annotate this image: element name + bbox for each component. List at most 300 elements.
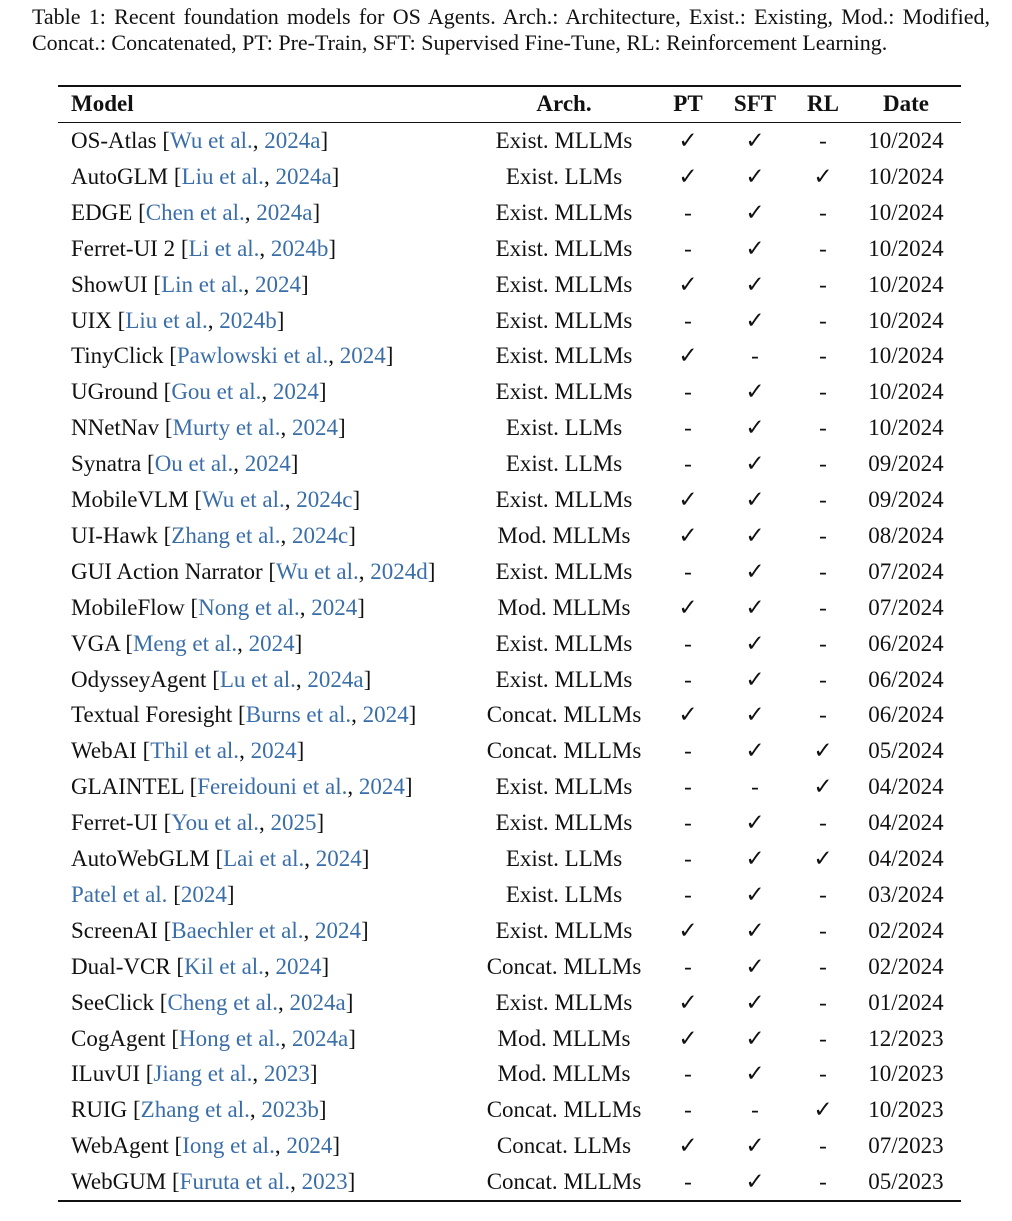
- table-row: [58, 123, 961, 159]
- rl-cell: -: [819, 128, 827, 153]
- arch-cell: Exist. MLLMs: [495, 199, 633, 225]
- model-name: UGround: [71, 379, 158, 405]
- model-name: ScreenAI: [71, 917, 158, 943]
- rl-cell: -: [819, 271, 827, 297]
- date-cell: 10/2024: [868, 343, 944, 369]
- arch-cell: Mod. MLLMs: [497, 522, 631, 548]
- citation-authors-link[interactable]: Lai et al.: [223, 846, 305, 871]
- model-name: SeeClick: [71, 989, 155, 1015]
- arch-cell: Exist. LLMs: [505, 881, 623, 907]
- pt-cell: -: [684, 630, 692, 656]
- citation-authors-link[interactable]: Burns et al.: [245, 702, 352, 728]
- sft-cell: ✓: [745, 1133, 765, 1159]
- date-cell: 06/2024: [868, 666, 944, 692]
- table-row: [58, 1056, 961, 1092]
- model-name: ShowUI: [71, 271, 148, 297]
- table-header-row: [58, 86, 961, 122]
- header-pt: PT: [673, 91, 703, 116]
- arch-cell: Exist. MLLMs: [495, 630, 633, 656]
- arch-cell: Exist. MLLMs: [495, 917, 633, 943]
- header-model: Model: [71, 91, 134, 116]
- citation-authors-link[interactable]: Liu et al.: [125, 307, 208, 333]
- arch-cell: Exist. MLLMs: [495, 774, 633, 800]
- rl-cell: -: [819, 235, 827, 261]
- table-row: [58, 805, 961, 841]
- citation-authors-link[interactable]: Lin et al.: [161, 271, 244, 297]
- sft-cell: ✓: [745, 558, 765, 584]
- pt-cell: ✓: [678, 989, 698, 1015]
- pt-cell: ✓: [678, 1025, 698, 1051]
- date-cell: 05/2023: [868, 1169, 944, 1195]
- model-cell: UI-Hawk [Zhang et al., 2024c]: [71, 522, 356, 548]
- citation-authors-link[interactable]: Jiang et al.: [153, 1061, 253, 1087]
- table-row: [58, 662, 961, 698]
- citation-year-link[interactable]: 2024: [248, 630, 295, 656]
- table-row: [58, 877, 961, 913]
- citation-authors-link[interactable]: Kil et al.: [184, 953, 264, 979]
- model-cell: EDGE [Chen et al., 2024a]: [71, 199, 321, 225]
- citation-authors-link[interactable]: You et al.: [171, 810, 260, 836]
- citation-year-link[interactable]: 2024: [339, 343, 386, 369]
- model-name: AutoWebGLM: [71, 846, 210, 871]
- rl-cell: -: [819, 702, 827, 728]
- arch-cell: Exist. MLLMs: [495, 343, 633, 369]
- table-row: [58, 231, 961, 267]
- rl-cell: -: [819, 881, 827, 907]
- citation-year-link[interactable]: 2024b: [219, 307, 277, 333]
- citation-authors-link[interactable]: Gou et al.: [171, 379, 262, 405]
- date-cell: 10/2024: [868, 199, 944, 225]
- pt-cell: -: [684, 1061, 692, 1087]
- citation-authors-link[interactable]: Thil et al.: [150, 738, 240, 764]
- date-cell: 02/2024: [868, 917, 944, 943]
- date-cell: 10/2024: [868, 128, 944, 153]
- pt-cell: ✓: [678, 487, 698, 512]
- sft-cell: ✓: [745, 1169, 765, 1195]
- citation-year-link[interactable]: 2024c: [292, 522, 349, 548]
- citation-authors-link[interactable]: Lu et al.: [219, 666, 296, 692]
- table-row: [58, 338, 961, 374]
- pt-cell: -: [684, 451, 692, 477]
- pt-cell: ✓: [678, 343, 698, 369]
- table-row: [58, 159, 961, 195]
- table-row: [58, 1092, 961, 1128]
- date-cell: 10/2024: [868, 163, 944, 189]
- rl-cell: -: [819, 810, 827, 836]
- rl-cell: -: [819, 594, 827, 620]
- pt-cell: -: [684, 774, 692, 800]
- date-cell: 10/2023: [868, 1061, 944, 1087]
- sft-cell: ✓: [745, 846, 765, 871]
- model-name: MobileFlow: [71, 594, 185, 620]
- sft-cell: ✓: [745, 163, 765, 189]
- header-rl: RL: [807, 91, 839, 116]
- model-cell: WebAgent [Iong et al., 2024]: [71, 1133, 340, 1159]
- date-cell: 10/2024: [868, 307, 944, 333]
- arch-cell: Exist. MLLMs: [495, 235, 633, 261]
- rl-cell: -: [819, 630, 827, 656]
- rl-cell: -: [819, 199, 827, 225]
- citation-year-link[interactable]: 2024: [272, 379, 319, 405]
- pt-cell: ✓: [678, 1133, 698, 1159]
- table-row: [58, 841, 961, 877]
- sft-cell: ✓: [745, 594, 765, 620]
- citation-year-link[interactable]: 2024: [292, 415, 339, 441]
- sft-cell: -: [751, 1097, 759, 1123]
- date-cell: 10/2024: [868, 271, 944, 297]
- citation-year-link[interactable]: 2024a: [292, 1025, 349, 1051]
- pt-cell: -: [684, 558, 692, 584]
- model-name: Synatra: [71, 451, 142, 477]
- table-row: [58, 913, 961, 949]
- citation-authors-link[interactable]: Zhang et al.: [171, 522, 281, 548]
- model-name: Dual-VCR: [71, 953, 171, 979]
- sft-cell: ✓: [745, 451, 765, 477]
- model-name: GUI Action Narrator: [71, 558, 263, 584]
- citation-authors-link[interactable]: Cheng et al.: [167, 989, 278, 1015]
- sft-cell: -: [751, 774, 759, 800]
- model-name: UI-Hawk: [71, 522, 158, 548]
- arch-cell: Concat. MLLMs: [486, 702, 642, 728]
- arch-cell: Concat. MLLMs: [486, 738, 642, 764]
- citation-year-link[interactable]: 2023: [301, 1169, 348, 1195]
- model-name: EDGE: [71, 199, 133, 225]
- rl-cell: -: [819, 307, 827, 333]
- pt-cell: -: [684, 1169, 692, 1195]
- sft-cell: ✓: [745, 379, 765, 405]
- date-cell: 01/2024: [868, 989, 944, 1015]
- model-cell: RUIG [Zhang et al., 2023b]: [71, 1097, 327, 1123]
- pt-cell: ✓: [678, 163, 698, 189]
- model-name: VGA: [71, 630, 120, 656]
- model-cell: ScreenAI [Baechler et al., 2024]: [71, 917, 369, 943]
- date-cell: 02/2024: [868, 953, 944, 979]
- citation-authors-link[interactable]: Meng et al.: [132, 630, 238, 656]
- header-date: Date: [883, 91, 929, 116]
- date-cell: 06/2024: [868, 630, 944, 656]
- table-row: [58, 985, 961, 1021]
- pt-cell: -: [684, 846, 692, 871]
- model-name: WebAgent: [71, 1133, 169, 1159]
- date-cell: 10/2024: [868, 415, 944, 441]
- citation-authors-link[interactable]: Liu et al.: [181, 163, 264, 189]
- arch-cell: Exist. MLLMs: [495, 558, 633, 584]
- table-row: [58, 482, 961, 518]
- table-row: [58, 733, 961, 769]
- citation-authors-link[interactable]: Furuta et al.: [179, 1169, 291, 1195]
- model-cell: UIX [Liu et al., 2024b]: [71, 307, 285, 333]
- citation-year-link[interactable]: 2024: [180, 881, 227, 907]
- table-row: [58, 1021, 961, 1057]
- date-cell: 04/2024: [868, 846, 944, 871]
- citation-authors-link[interactable]: Chen et al.: [145, 199, 245, 225]
- citation-year-link[interactable]: 2025: [270, 810, 317, 836]
- date-cell: 04/2024: [868, 774, 944, 800]
- arch-cell: Exist. MLLMs: [495, 487, 633, 512]
- model-name: TinyClick: [71, 343, 164, 369]
- date-cell: 07/2023: [868, 1133, 944, 1159]
- pt-cell: -: [684, 738, 692, 764]
- rl-cell: ✓: [813, 163, 833, 189]
- rl-cell: -: [819, 415, 827, 441]
- citation-authors-link[interactable]: Baechler et al.: [171, 917, 304, 943]
- arch-cell: Mod. MLLMs: [497, 594, 631, 620]
- model-name: Ferret-UI: [71, 810, 158, 836]
- rl-cell: ✓: [813, 774, 833, 800]
- citation-year-link[interactable]: 2024d: [370, 558, 428, 584]
- model-name: Ferret-UI 2: [71, 235, 176, 261]
- sft-cell: ✓: [745, 702, 765, 728]
- sft-cell: ✓: [745, 1025, 765, 1051]
- sft-cell: ✓: [745, 666, 765, 692]
- model-cell: ILuvUI [Jiang et al., 2023]: [71, 1061, 318, 1087]
- sft-cell: ✓: [745, 128, 765, 153]
- arch-cell: Exist. LLMs: [505, 451, 623, 477]
- sft-cell: ✓: [745, 415, 765, 441]
- citation-year-link[interactable]: 2024: [286, 1133, 333, 1159]
- pt-cell: ✓: [678, 702, 698, 728]
- citation-year-link[interactable]: 2024a: [256, 199, 313, 225]
- citation-year-link[interactable]: 2024: [315, 846, 362, 871]
- date-cell: 12/2023: [868, 1025, 944, 1051]
- table-row: [58, 410, 961, 446]
- citation-year-link[interactable]: 2024: [275, 953, 322, 979]
- table-row: [58, 303, 961, 339]
- pt-cell: ✓: [678, 271, 698, 297]
- sft-cell: ✓: [745, 630, 765, 656]
- rl-cell: -: [819, 1169, 827, 1195]
- pt-cell: -: [684, 379, 692, 405]
- citation-authors-link[interactable]: Hong et al.: [178, 1025, 281, 1051]
- rl-cell: -: [819, 1061, 827, 1087]
- citation-authors-link[interactable]: Iong et al.: [182, 1133, 275, 1159]
- table-row: [58, 518, 961, 554]
- table-bottom-rule: [58, 1200, 961, 1202]
- rl-cell: -: [819, 989, 827, 1015]
- sft-cell: ✓: [745, 235, 765, 261]
- arch-cell: Concat. MLLMs: [486, 953, 642, 979]
- citation-year-link[interactable]: 2024: [311, 594, 358, 620]
- table-row: [58, 1128, 961, 1164]
- citation-year-link[interactable]: 2024: [254, 271, 301, 297]
- table-row: [58, 267, 961, 303]
- rl-cell: -: [819, 953, 827, 979]
- date-cell: 10/2024: [868, 235, 944, 261]
- pt-cell: -: [684, 810, 692, 836]
- pt-cell: -: [684, 307, 692, 333]
- rl-cell: ✓: [813, 1097, 833, 1123]
- pt-cell: -: [684, 881, 692, 907]
- date-cell: 09/2024: [868, 451, 944, 477]
- citation-authors-link[interactable]: Patel et al.: [71, 881, 168, 907]
- citation-year-link[interactable]: 2024: [358, 774, 405, 800]
- arch-cell: Exist. MLLMs: [495, 307, 633, 333]
- table-row: [58, 374, 961, 410]
- sft-cell: -: [751, 343, 759, 369]
- rl-cell: ✓: [813, 846, 833, 871]
- model-cell: GUI Action Narrator [Wu et al., 2024d]: [71, 558, 436, 584]
- citation-year-link[interactable]: 2024a: [289, 989, 346, 1015]
- sft-cell: ✓: [745, 738, 765, 764]
- citation-year-link[interactable]: 2024a: [275, 163, 332, 189]
- pt-cell: -: [684, 1097, 692, 1123]
- table-row: [58, 626, 961, 662]
- sft-cell: ✓: [745, 881, 765, 907]
- arch-cell: Exist. MLLMs: [495, 379, 633, 405]
- sft-cell: ✓: [745, 810, 765, 836]
- citation-year-link[interactable]: 2024: [362, 702, 409, 728]
- model-name: OdysseyAgent: [71, 666, 207, 692]
- citation-year-link[interactable]: 2023b: [261, 1097, 319, 1123]
- model-name: AutoGLM: [71, 163, 169, 189]
- model-cell: Ferret-UI [You et al., 2025]: [71, 810, 325, 836]
- rl-cell: -: [819, 1133, 827, 1159]
- sft-cell: ✓: [745, 199, 765, 225]
- sft-cell: ✓: [745, 953, 765, 979]
- pt-cell: -: [684, 953, 692, 979]
- model-name: Textual Foresight: [71, 702, 233, 728]
- date-cell: 10/2024: [868, 379, 944, 405]
- arch-cell: Exist. LLMs: [505, 163, 623, 189]
- model-name: UIX: [71, 307, 112, 333]
- model-name: ILuvUI: [71, 1061, 140, 1087]
- model-cell: UGround [Gou et al., 2024]: [71, 379, 327, 405]
- model-cell: Patel et al. [2024]: [71, 881, 235, 907]
- pt-cell: ✓: [678, 128, 698, 153]
- pt-cell: -: [684, 235, 692, 261]
- model-cell: AutoWebGLM [Lai et al., 2024]: [71, 846, 370, 871]
- model-name: GLAINTEL: [71, 774, 184, 800]
- model-name: NNetNav: [71, 415, 160, 441]
- model-cell: OS-Atlas [Wu et al., 2024a]: [71, 128, 329, 153]
- rl-cell: -: [819, 379, 827, 405]
- model-name: OS-Atlas: [71, 128, 157, 153]
- rl-cell: -: [819, 487, 827, 512]
- model-cell: CogAgent [Hong et al., 2024a]: [71, 1025, 356, 1051]
- model-cell: ShowUI [Lin et al., 2024]: [71, 271, 309, 297]
- table-row: [58, 554, 961, 590]
- model-cell: Synatra [Ou et al., 2024]: [71, 451, 299, 477]
- model-cell: TinyClick [Pawlowski et al., 2024]: [71, 343, 394, 369]
- table-caption: Table 1: Recent foundation models for OS Agents. Arch.: Architecture, Exist.: Existing, Mod.: Modified, Concat.: Concatenated, PT: Pre-Train, SFT: Supervised Fine-Tune, RL: Reinforcement Learning.: [32, 4, 990, 55]
- sft-cell: ✓: [745, 522, 765, 548]
- sft-cell: ✓: [745, 271, 765, 297]
- table-row: [58, 949, 961, 985]
- model-cell: SeeClick [Cheng et al., 2024a]: [71, 989, 354, 1015]
- date-cell: 08/2024: [868, 522, 944, 548]
- model-name: WebGUM: [71, 1169, 167, 1195]
- arch-cell: Exist. LLMs: [505, 846, 623, 871]
- arch-cell: Concat. LLMs: [496, 1133, 632, 1159]
- pt-cell: ✓: [678, 594, 698, 620]
- arch-cell: Exist. MLLMs: [495, 810, 633, 836]
- model-cell: WebAI [Thil et al., 2024]: [71, 738, 305, 764]
- date-cell: 04/2024: [868, 810, 944, 836]
- model-cell: GLAINTEL [Fereidouni et al., 2024]: [71, 774, 413, 800]
- sft-cell: ✓: [745, 487, 765, 512]
- arch-cell: Exist. MLLMs: [495, 271, 633, 297]
- table-row: [58, 590, 961, 626]
- date-cell: 05/2024: [868, 738, 944, 764]
- arch-cell: Exist. MLLMs: [495, 128, 633, 153]
- sft-cell: ✓: [745, 989, 765, 1015]
- citation-authors-link[interactable]: Li et al.: [188, 235, 260, 261]
- citation-authors-link[interactable]: Wu et al.: [276, 558, 359, 584]
- model-cell: Ferret-UI 2 [Li et al., 2024b]: [71, 235, 337, 261]
- citation-authors-link[interactable]: Wu et al.: [170, 128, 253, 153]
- citation-year-link[interactable]: 2024: [244, 451, 291, 477]
- date-cell: 06/2024: [868, 702, 944, 728]
- arch-cell: Concat. MLLMs: [486, 1169, 642, 1195]
- model-name: WebAI: [71, 738, 137, 764]
- table-row: [58, 769, 961, 805]
- citation-year-link[interactable]: 2024a: [307, 666, 364, 692]
- citation-authors-link[interactable]: Nong et al.: [198, 594, 300, 620]
- sft-cell: ✓: [745, 1061, 765, 1087]
- model-cell: Dual-VCR [Kil et al., 2024]: [71, 953, 330, 979]
- date-cell: 09/2024: [868, 487, 944, 512]
- model-cell: WebGUM [Furuta et al., 2023]: [71, 1169, 356, 1195]
- sft-cell: ✓: [745, 917, 765, 943]
- pt-cell: ✓: [678, 522, 698, 548]
- pt-cell: -: [684, 666, 692, 692]
- citation-authors-link[interactable]: Ou et al.: [154, 451, 234, 477]
- table-row: [58, 1164, 961, 1200]
- header-arch: Arch.: [536, 91, 592, 116]
- citation-authors-link[interactable]: Pawlowski et al.: [176, 343, 329, 369]
- citation-year-link[interactable]: 2024c: [296, 487, 353, 512]
- arch-cell: Exist. MLLMs: [495, 666, 633, 692]
- table-row: [58, 697, 961, 733]
- table-row: [58, 446, 961, 482]
- arch-cell: Mod. MLLMs: [497, 1025, 631, 1051]
- citation-authors-link[interactable]: Fereidouni et al.: [197, 774, 348, 800]
- model-cell: Textual Foresight [Burns et al., 2024]: [71, 702, 417, 728]
- model-cell: MobileVLM [Wu et al., 2024c]: [71, 487, 361, 512]
- citation-authors-link[interactable]: Wu et al.: [201, 487, 285, 512]
- citation-authors-link[interactable]: Zhang et al.: [140, 1097, 250, 1123]
- citation-authors-link[interactable]: Murty et al.: [172, 415, 281, 441]
- header-sft: SFT: [733, 91, 777, 116]
- rl-cell: -: [819, 522, 827, 548]
- model-cell: OdysseyAgent [Lu et al., 2024a]: [71, 666, 372, 692]
- rl-cell: ✓: [813, 738, 833, 764]
- model-cell: NNetNav [Murty et al., 2024]: [71, 415, 346, 441]
- citation-year-link[interactable]: 2023: [263, 1061, 310, 1087]
- rl-cell: -: [819, 343, 827, 369]
- model-name: CogAgent: [71, 1025, 166, 1051]
- model-cell: AutoGLM [Liu et al., 2024a]: [71, 163, 340, 189]
- citation-year-link[interactable]: 2024a: [264, 128, 321, 153]
- sft-cell: ✓: [745, 307, 765, 333]
- arch-cell: Concat. MLLMs: [486, 1097, 642, 1123]
- model-cell: MobileFlow [Nong et al., 2024]: [71, 594, 365, 620]
- citation-year-link[interactable]: 2024b: [270, 235, 329, 261]
- rl-cell: -: [819, 1025, 827, 1051]
- table-row: [58, 195, 961, 231]
- arch-cell: Exist. MLLMs: [495, 989, 633, 1015]
- model-name: RUIG: [71, 1097, 128, 1123]
- arch-cell: Mod. MLLMs: [497, 1061, 631, 1087]
- rl-cell: -: [819, 666, 827, 692]
- date-cell: 07/2024: [868, 558, 944, 584]
- pt-cell: -: [684, 415, 692, 441]
- date-cell: 03/2024: [868, 881, 944, 907]
- model-cell: VGA [Meng et al., 2024]: [71, 630, 303, 656]
- pt-cell: -: [684, 199, 692, 225]
- citation-year-link[interactable]: 2024: [314, 917, 361, 943]
- citation-year-link[interactable]: 2024: [250, 738, 297, 764]
